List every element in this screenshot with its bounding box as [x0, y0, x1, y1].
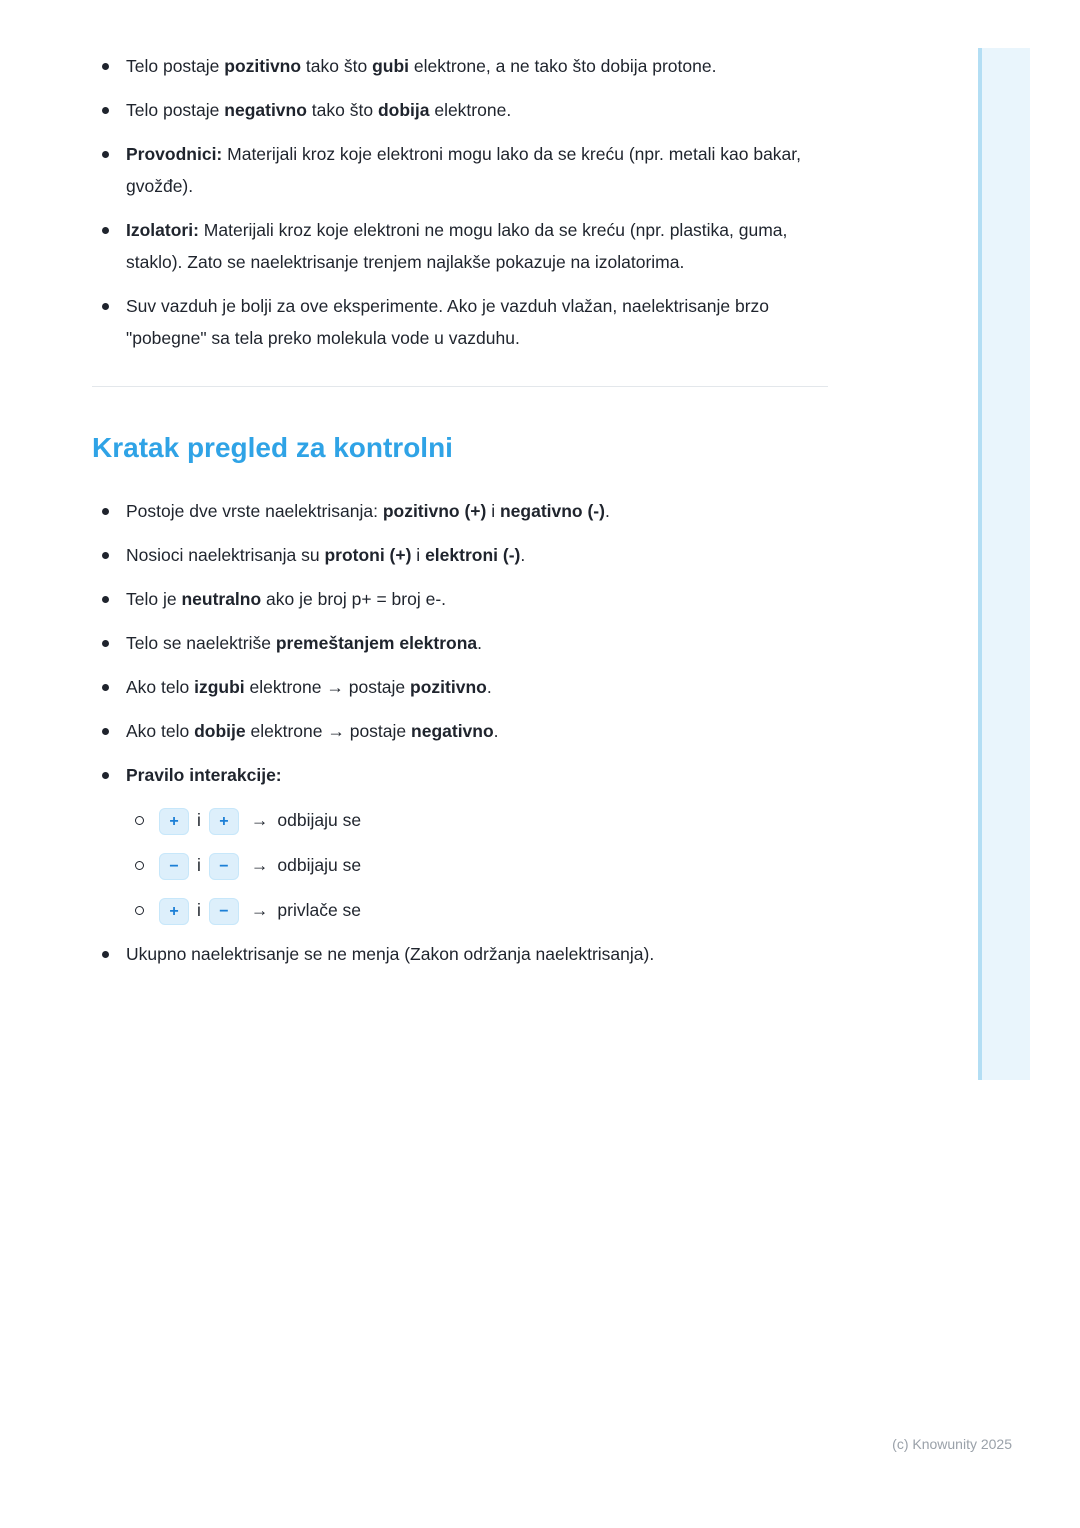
rule-joiner-text: i [197, 810, 201, 830]
minus-charge-chip: − [209, 853, 239, 880]
plain-text: . [604, 501, 610, 521]
bullet-item [92, 671, 828, 703]
bold-text: pozitivno [410, 677, 487, 697]
plain-text: elektrone → postaje [244, 677, 411, 697]
plain-text: elektrone. [429, 100, 512, 120]
rule-result-text: privlače se [277, 900, 362, 920]
plain-text: Materijali kroz koje elektroni ne mogu lako da se kreću (npr. plastika, guma, staklo). Zato se naelektrisanje trenjem najlakše pokazuje na izolatorima. [126, 220, 788, 272]
bold-text: negativno [224, 100, 307, 120]
bold-text: premeštanjem elektrona [275, 633, 478, 653]
plain-text: i [411, 545, 426, 565]
bold-text: protoni (+) [324, 545, 412, 565]
bullet-item [92, 138, 828, 202]
bold-text: gubi [372, 56, 410, 76]
bullet-item [92, 583, 828, 615]
interaction-rule-item [126, 804, 828, 836]
summary-bullet-list [92, 495, 828, 970]
plain-text: Telo je [126, 589, 182, 609]
bold-text: dobija [377, 100, 430, 120]
rule-joiner-text: i [197, 855, 201, 875]
interaction-rules-list [126, 804, 828, 926]
rule-result-text: odbijaju se [277, 810, 362, 830]
bullet-item [92, 290, 828, 354]
notes-bullet-list [92, 50, 828, 354]
bold-text: neutralno [181, 589, 262, 609]
document-content [92, 50, 828, 982]
bold-text: pozitivno [224, 56, 302, 76]
plain-text: Suv vazduh je bolji za ove eksperimente. Ako je vazduh vlažan, naelektrisanje brzo "pobegne" sa tela preko molekula vode u vazduhu. [126, 296, 770, 348]
plain-text: elektrone, a ne tako što dobija protone. [409, 56, 717, 76]
plain-text: . [520, 545, 526, 565]
bold-text: pozitivno (+) [382, 501, 487, 521]
plain-text: Ako telo [126, 721, 195, 741]
bullet-item [92, 627, 828, 659]
plain-text: Telo postaje [126, 56, 225, 76]
copyright-footer: (c) Knowunity 2025 [892, 1436, 1012, 1452]
bullet-item [92, 715, 828, 747]
bold-text: negativno [411, 721, 494, 741]
plus-charge-chip: + [159, 898, 189, 925]
rule-result-text: odbijaju se [277, 855, 362, 875]
plus-charge-chip: + [159, 808, 189, 835]
plain-text: Ako telo [126, 677, 195, 697]
plain-text: Postoje dve vrste naelektrisanja: [126, 501, 383, 521]
minus-charge-chip: − [159, 853, 189, 880]
interaction-rule-item [126, 894, 828, 926]
interaction-rule-item [126, 849, 828, 881]
plain-text: Ukupno naelektrisanje se ne menja (Zakon održanja naelektrisanja). [126, 944, 655, 964]
bullet-item [92, 495, 828, 527]
rule-joiner-text: i [197, 900, 201, 920]
plain-text: . [477, 633, 483, 653]
arrow-icon: → [250, 900, 269, 920]
bold-text: negativno (-) [499, 501, 605, 521]
right-margin-strip [978, 48, 1030, 1080]
plain-text: . [493, 721, 499, 741]
plus-charge-chip: + [209, 808, 239, 835]
bold-text: dobije [194, 721, 246, 741]
plain-text: tako što [306, 100, 378, 120]
arrow-icon: → [250, 810, 269, 830]
bullet-item [92, 938, 828, 970]
arrow-icon: → [250, 855, 269, 875]
plain-text: ako je broj p+ = broj e-. [261, 589, 447, 609]
plain-text: Telo postaje [126, 100, 225, 120]
plain-text: Telo se naelektriše [126, 633, 276, 653]
plain-text: elektrone → postaje [245, 721, 412, 741]
plain-text: Nosioci naelektrisanja su [126, 545, 325, 565]
section-divider [92, 386, 828, 387]
bullet-item [92, 214, 828, 278]
bullet-item [92, 539, 828, 571]
bold-text: izgubi [194, 677, 245, 697]
bullet-item [92, 94, 828, 126]
section-title: Kratak pregled za kontrolni [92, 432, 453, 463]
bold-text: Izolatori: [126, 220, 199, 240]
bullet-item [92, 759, 828, 926]
plain-text: tako što [301, 56, 373, 76]
minus-charge-chip: − [209, 898, 239, 925]
bullet-item [92, 50, 828, 82]
bold-text: Provodnici: [126, 144, 223, 164]
bold-text: Pravilo interakcije: [126, 765, 282, 785]
plain-text: i [486, 501, 500, 521]
plain-text: Materijali kroz koje elektroni mogu lako da se kreću (npr. metali kao bakar, gvožđe). [126, 144, 802, 196]
bold-text: elektroni (-) [425, 545, 521, 565]
plain-text: . [486, 677, 492, 697]
